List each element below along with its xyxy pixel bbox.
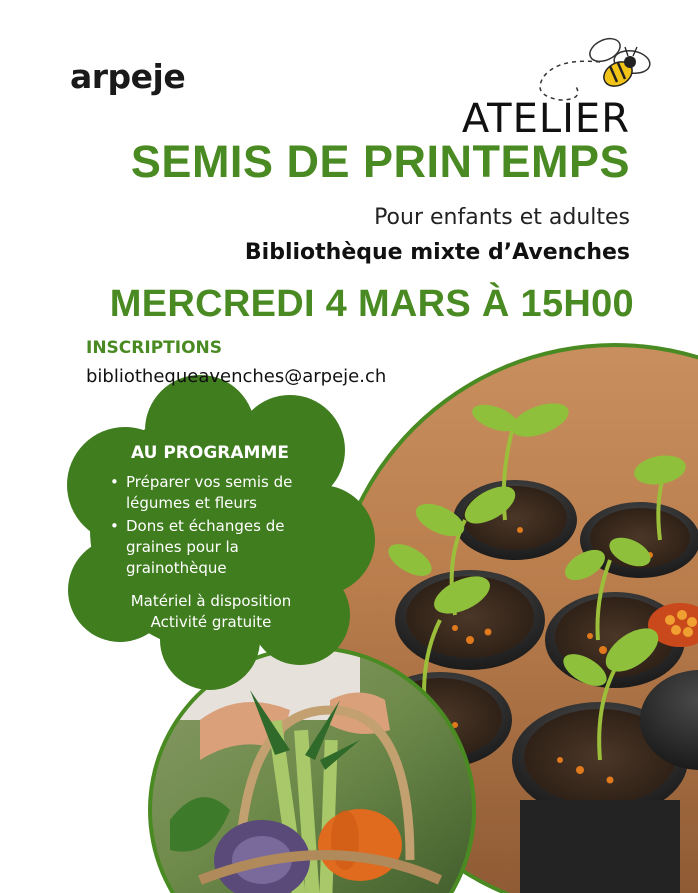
program-item: • Dons et échanges de graines pour la grainothèque — [102, 516, 332, 579]
registration-email-link[interactable]: bibliothequeavenches@arpeje.ch — [86, 366, 387, 387]
audience-text: Pour enfants et adultes — [374, 205, 630, 230]
page-kicker: ATELIER — [461, 96, 630, 142]
program-item: • Préparer vos semis de légumes et fleurs — [102, 472, 332, 514]
program-note: Matériel à disposition — [130, 592, 292, 610]
program-notes — [96, 591, 326, 633]
venue-text: Bibliothèque mixte d’Avenches — [244, 240, 630, 265]
event-date: MERCREDI 4 MARS À 15H00 — [109, 283, 634, 325]
program-note: Activité gratuite — [150, 613, 272, 631]
registration-label: INSCRIPTIONS — [86, 338, 222, 358]
bee-icon — [540, 34, 652, 100]
program-list — [102, 472, 332, 581]
page-title: SEMIS DE PRINTEMPS — [130, 136, 630, 187]
arpeje-logo: arpeje — [70, 57, 186, 96]
program-title: AU PROGRAMME — [130, 443, 289, 463]
